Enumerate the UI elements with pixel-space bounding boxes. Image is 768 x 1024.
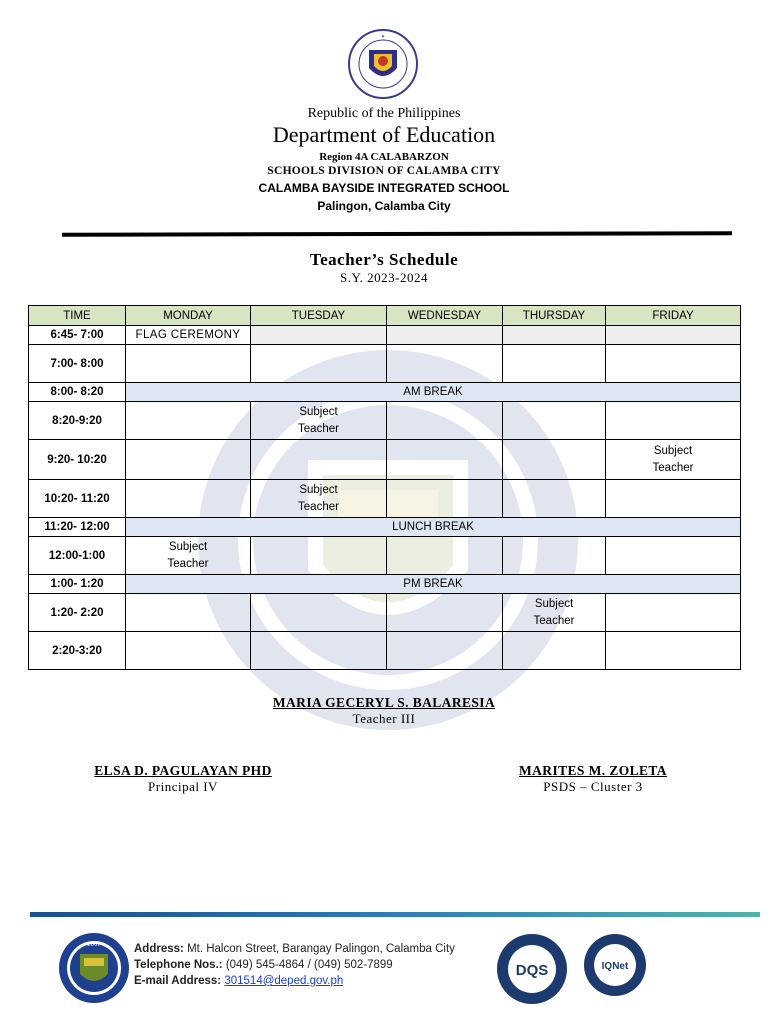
table-row [29,440,741,480]
phone-label: Telephone Nos.: [134,959,223,971]
time-cell: 8:00- 8:20 [29,383,126,402]
time-cell: 11:20- 12:00 [29,518,126,537]
empty-cell [606,594,741,632]
time-cell: 8:20-9:20 [29,402,126,440]
table-row [29,594,741,632]
empty-cell [251,537,387,575]
email-link[interactable]: 301514@deped.gov.ph [224,975,344,987]
empty-cell [126,440,251,480]
empty-cell [126,480,251,518]
table-row [29,480,741,518]
email-label: E-mail Address: [134,975,222,987]
table-row [29,632,741,670]
teacher-signature-block [234,695,534,727]
table-row [29,383,741,402]
footer-divider [30,912,760,917]
subject-teacher-cell [126,537,251,575]
column-header: TIME [29,306,126,326]
subject-label: Subject [299,483,338,496]
column-header: MONDAY [126,306,251,326]
school-year: S.Y. 2023-2024 [339,270,429,285]
empty-cell [387,345,503,383]
empty-cell [606,345,741,383]
table-row [29,402,741,440]
time-cell: 12:00-1:00 [29,537,126,575]
deped-seal-icon [347,28,419,100]
empty-cell [251,440,387,480]
address-value: Mt. Halcon Street, Barangay Palingon, Calamba City [187,943,455,955]
flag-ceremony-cell: FLAG CEREMONY [126,326,251,345]
iqnet-text: IQNet [601,961,629,972]
empty-cell [606,326,741,345]
psds-signature-block [478,763,708,795]
psds-name: MARITES M. ZOLETA [519,763,667,778]
empty-cell [251,594,387,632]
empty-cell [606,632,741,670]
empty-cell [387,402,503,440]
column-header: THURSDAY [503,306,606,326]
empty-cell [126,632,251,670]
principal-name: ELSA D. PAGULAYAN PHD [94,763,272,778]
svg-text:✦: ✦ [380,34,386,40]
table-row [29,326,741,345]
time-cell: 9:20- 10:20 [29,440,126,480]
psds-position: PSDS – Cluster 3 [543,779,643,794]
teacher-position: Teacher III [352,711,416,726]
column-header: FRIDAY [606,306,741,326]
table-row [29,345,741,383]
dqs-text: DQS [515,962,549,979]
subject-label: Subject [653,444,693,457]
empty-cell [503,326,606,345]
empty-cell [387,594,503,632]
empty-cell [126,345,251,383]
principal-signature-block [58,763,308,795]
subject-label: Subject [534,597,574,610]
school-logo-icon [58,932,130,1004]
footer-phone [134,957,455,973]
empty-cell [126,594,251,632]
schedule-table [28,305,741,670]
empty-cell [387,537,503,575]
table-header-row [29,306,741,326]
teacher-label: Teacher [298,500,339,513]
principal-position: Principal IV [148,779,218,794]
time-cell: 1:00- 1:20 [29,575,126,594]
department-name: Department of Education [272,122,496,147]
time-cell: 6:45- 7:00 [29,326,126,345]
teacher-name: MARIA GECERYL S. BALARESIA [272,695,496,710]
address-label: Address: [134,943,184,955]
phone-value: (049) 545-4864 / (049) 502-7899 [225,959,393,971]
region-line: Region 4A CALABARZON [319,151,449,163]
empty-cell [503,345,606,383]
iqnet-certification-icon [582,932,648,998]
republic-line: Republic of the Philippines [307,106,461,121]
subject-teacher-cell [503,594,606,632]
teacher-label: Teacher [298,422,339,435]
subject-label: Subject [168,540,208,553]
school-name: CALAMBA BAYSIDE INTEGRATED SCHOOL [258,181,510,195]
dqs-certification-icon [495,932,569,1006]
school-location: Palingon, Calamba City [317,199,451,213]
empty-cell [251,345,387,383]
empty-cell [606,537,741,575]
empty-cell [251,326,387,345]
empty-cell [387,632,503,670]
footer-contact [134,941,455,989]
empty-cell [503,632,606,670]
time-cell: 2:20-3:20 [29,632,126,670]
subject-teacher-cell [251,402,387,440]
am-break-cell: AM BREAK [126,383,741,402]
time-cell: 10:20- 11:20 [29,480,126,518]
subject-teacher-cell [251,480,387,518]
time-cell: 1:20- 2:20 [29,594,126,632]
empty-cell [387,440,503,480]
subject-teacher-cell [606,440,741,480]
pm-break-cell: PM BREAK [126,575,741,594]
teacher-label: Teacher [652,461,694,474]
table-row [29,518,741,537]
empty-cell [503,402,606,440]
empty-cell [251,632,387,670]
empty-cell [126,402,251,440]
table-row [29,575,741,594]
document-title: Teacher’s Schedule [309,250,459,269]
column-header: WEDNESDAY [387,306,503,326]
column-header: TUESDAY [251,306,387,326]
footer-email [134,973,455,989]
empty-cell [387,480,503,518]
division-line: SCHOOLS DIVISION OF CALAMBA CITY [267,165,501,177]
header-divider [62,231,732,236]
empty-cell [387,326,503,345]
empty-cell [606,480,741,518]
empty-cell [503,480,606,518]
footer-address [134,941,455,957]
subject-label: Subject [299,405,338,418]
school-logo-year: 2007 [87,942,101,948]
empty-cell [503,440,606,480]
teacher-label: Teacher [533,614,575,627]
time-cell: 7:00- 8:00 [29,345,126,383]
table-row [29,537,741,575]
teacher-label: Teacher [167,557,209,570]
empty-cell [606,402,741,440]
empty-cell [503,537,606,575]
lunch-break-cell: LUNCH BREAK [126,518,741,537]
